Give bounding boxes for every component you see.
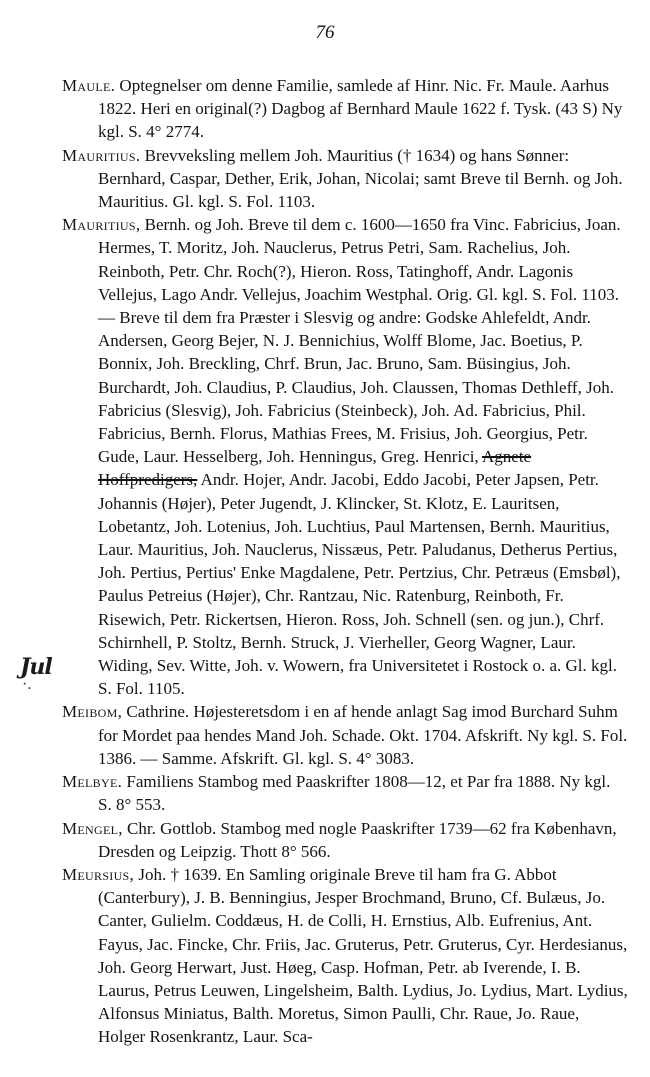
catalog-entries	[62, 74, 628, 1049]
entry-meibom	[62, 700, 628, 770]
entry-mauritius-correspondence	[62, 144, 628, 214]
entry-text: Brevveksling mellem Joh. Mauritius († 1634) og hans Sønner: Bernhard, Caspar, Dether, Erik, Johan, Nicolai; samt Breve til Bernh. og Joh. Mauritius. Gl. kgl. S. Fol. 1103.	[98, 145, 623, 212]
handwritten-margin-note: Jul	[20, 654, 52, 680]
entry-text-part-1: Bernh. og Joh. Breve til dem c. 1600—1650 fra Vinc. Fabricius, Joan. Hermes, T. Moritz, Joh. Nauclerus, Petrus Petri, Sam. Rachelius, Joh. Reinboth, Petr. Chr. Roch(?), Hieron. Ross, Tatinghoff, Andr. Lagonis Vellejus, Lago Andr. Vellejus, Joachim Westphal. Orig. Gl. kgl. S. Fol. 1103. — Breve til dem fra Præster i Slesvig og andre: Godske Ahlefeldt, Andr. Andersen, Georg Bejer, N. J. Bennichius, Wolff Blome, Jac. Boetius, P. Bonnix, Joh. Breckling, Chrf. Brun, Jac. Bruno, Sam. Büsingius, Joh. Burchardt, Joh. Claudius, P. Claudius, Joh. Claussen, Thomas Dethleff, Joh. Fabricius (Slesvig), Joh. Fabricius (Steinbeck), Joh. Ad. Fabricius, Phil. Fabricius, Bernh. Florus, Mathias Frees, M. Frisius, Joh. Georgius, Petr. Gude, Laur. Hesselberg, Joh. Henningus, Greg. Henrici,	[98, 215, 621, 467]
entry-maule	[62, 74, 628, 144]
entry-mauritius-letters	[62, 213, 628, 700]
entry-text: Joh. † 1639. En Samling originale Breve til ham fra G. Abbot (Canterbury), J. B. Benningius, Jesper Brochmand, Bruno, Cf. Bulæus, Jo. Canter, Gulielm. Coddæus, H. de Colli, H. Ernstius, Alb. Eufrenius, Ant. Fayus, Jac. Fincke, Chr. Friis, Jac. Gruterus, Petr. Gruterus, Cyr. Herdesianus, Joh. Georg Herwart, Just. Høeg, Casp. Hofman, Petr. ab Iverende, I. B. Laurus, Petrus Leuwen, Lingelsheim, Balth. Lydius, Jo. Lydius, Mart. Lydius, Alfonsus Miniatus, Balth. Moretus, Simon Paulli, Chr. Raue, Jo. Raue, Holger Rosenkrantz, Laur. Sca-	[98, 864, 628, 1047]
entry-text: Cathrine. Højesteretsdom i en af hende anlagt Sag imod Burchard Suhm for Mordet paa hendes Mand Joh. Schade. Okt. 1704. Afskrift. Ny kgl. S. Fol. 1386. — Samme. Afskrift. Gl. kgl. S. 4° 3083.	[98, 702, 628, 768]
entry-name: Melbye.	[62, 772, 123, 792]
entry-text-part-2: Andr. Hojer, Andr. Jacobi, Eddo Jacobi, Peter Japsen, Petr. Johannis (Højer), Peter Jugendt, J. Klincker, St. Klotz, E. Lauritsen, Lobetantz, Joh. Lotenius, Joh. Luchtius, Paul Martensen, Bernh. Mauritius, Laur. Mauritius, Joh. Nauclerus, Nissæus, Petr. Paludanus, Detherus Pertius, Joh. Pertius, Pertius' Enke Magdalene, Petr. Pertzius, Chr. Petræus (Emsbøl), Paulus Petreius (Højer), Chr. Rantzau, Nic. Ratenburg, Reinboth, Fr. Risewich, Petr. Rickertsen, Hieron. Ross, Joh. Schnell (sen. og jun.), Chrf. Schirnhell, P. Stoltz, Bernh. Struck, J. Vierheller, Georg Wagner, Laur. Widing, Sev. Witte, Joh. v. Wowern, fra Universitetet i Rostock o. a. Gl. kgl. S. Fol. 1105.	[98, 470, 621, 699]
entry-name: Meursius,	[62, 864, 135, 884]
entry-name: Meibom,	[62, 702, 123, 722]
entry-text: Optegnelser om denne Familie, samlede af Hinr. Nic. Fr. Maule. Aarhus 1822. Heri en original(?) Dagbog af Bernhard Maule 1622 f. Tysk. (43 S) Ny kgl. S. 4° 2774.	[98, 76, 623, 142]
page-number: 76	[315, 22, 335, 43]
entry-text: Familiens Stambog med Paaskrifter 1808—12, et Par fra 1888. Ny kgl. S. 8° 553.	[98, 772, 611, 815]
entry-name: Maule.	[62, 76, 116, 95]
entry-melbye	[62, 770, 628, 816]
entry-name: Mauritius.	[62, 145, 141, 165]
entry-meursius	[62, 863, 628, 1049]
struck-through-text: Agnete Hoffpredigers,	[98, 447, 532, 490]
entry-text: Chr. Gottlob. Stambog med nogle Paaskrifter 1739—62 fra København, Dresden og Leipzig. Thott 8° 566.	[98, 818, 617, 861]
margin-mark: ·.	[22, 676, 32, 693]
entry-name: Mengel,	[62, 818, 123, 838]
entry-mengel	[62, 817, 628, 863]
entry-name: Mauritius,	[62, 215, 141, 235]
